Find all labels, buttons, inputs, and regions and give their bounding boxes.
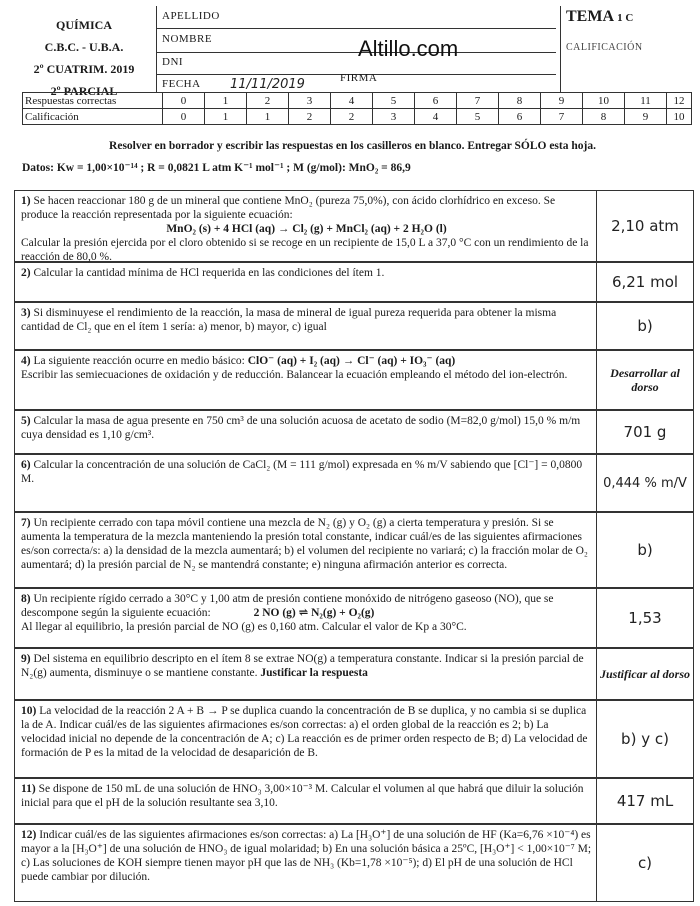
calificacion-label: CALIFICACIÓN [566,42,643,53]
fecha-value: 11/11/2019 [230,77,305,92]
question-12: 12) Indicar cuál/es de las siguientes afirmaciones es/son correctas: a) La [H₃O⁺] de una solución de HF (Ka=6,76 ×10⁻⁴) es mayor a la [H₃O⁺] de una solución de HNO₃ de igual molaridad; b) En una solución básica a 25ºC, [H₃O⁺] < 1,00×10⁻⁷ M; c) Las soluciones de KOH siempre tienen mayor pH que las de NH₃ (Kb=1,78 ×10⁻⁵); d) El pH de una solución de HCl puede cambiar por dilución. [14,824,596,902]
instructions: Resolver en borrador y escribir las respuestas en los casilleros en blanco. Entregar SÓLO esta hoja. [109,140,596,152]
answer-box-7[interactable]: b) [596,512,694,588]
institution: C.B.C. - U.B.A. [44,40,124,54]
grades-table [22,92,692,125]
question-6: 6) Calcular la concentración de una solución de CaCl₂ (M = 111 g/mol) expresada en % m/V sabiendo que [Cl⁻] = 0,0800 M. [14,454,596,512]
question-10: 10) La velocidad de la reacción 2 A + B → P se duplica cuando la concentración de B se duplica, y no cambia si se duplica la de A. Indicar cuál/es de las siguientes afirmaciones es/son correctas: a) el orden global de la reacción es 2; b) La velocidad inicial no depende de la concentración de A; c) La reacción es de primer orden respecto de B; d) La velocidad de formación de P es la mitad de la velocidad de desaparición de B. [14,700,596,778]
fecha-label: FECHA [162,78,201,90]
question-11: 11) Se dispone de 150 mL de una solución de HNO₃ 3,00×10⁻³ M. Calcular el volumen al que habrá que diluir la solución inicial para que el pH de la solución resultante sea 3,10. [14,778,596,824]
answer-box-10[interactable]: b) y c) [596,700,694,778]
dni-label: DNI [162,56,184,68]
answer-box-5[interactable]: 701 g [596,410,694,454]
answer-box-1[interactable]: 2,10 atm [596,190,694,262]
question-3: 3) Si disminuyese el rendimiento de la reacción, la masa de mineral de igual pureza requerida para obtener la misma cantidad de Cl₂ que en el ítem 1 sería: a) menor, b) mayor, c) igual [14,302,596,350]
answer-box-2[interactable]: 6,21 mol [596,262,694,302]
question-8: 8) Un recipiente rígido cerrado a 30°C y 1,00 atm de presión contiene monóxido de nitrógeno gaseoso (NO), que se descompone según la siguiente ecuación: 2 NO (g) ⇌ N₂(g) + O₂(g) Al llegar al equilibrio, la presión parcial de NO (g) es 0,160 atm. Calcular el valor de Kp a 30°C. [14,588,596,648]
apellido-label: APELLIDO [162,10,220,22]
question-1: 1) Se hacen reaccionar 180 g de un mineral que contiene MnO₂ (pureza 75,0%), con ácido clorhídrico en exceso. Se produce la reacción representada por la siguiente ecuación: MnO₂ (s) + 4 HCl (aq) → Cl₂ (g) + MnCl₂ (aq) + 2 H₂O (l) Calcular la presión ejercida por el cloro obtenido si se recoge en un recipiente de 15,0 L a 37,0 °C con un rendimiento de la reacción de 80,0 %. [14,190,596,262]
question-5: 5) Calcular la masa de agua presente en 750 cm³ de una solución acuosa de acetato de sodio (M=82,0 g/mol) 15,0 % m/m cuya densidad es 1,10 g/cm³. [14,410,596,454]
answer-box-9[interactable]: Justificar al dorso [596,648,694,700]
term: 2º CUATRIM. 2019 [33,62,135,76]
grades-row-score: Calificación 0 1 1 2 2 3 4 5 6 7 8 9 10 [23,109,692,125]
grades-row-label: Calificación [23,109,163,125]
answer-box-8[interactable]: 1,53 [596,588,694,648]
exam-name: 2º PARCIAL [50,84,118,98]
firma-label: FIRMA [340,72,378,84]
question-9: 9) Del sistema en equilibrio descripto en el ítem 8 se extrae NO(g) a temperatura constante. Indicar si la presión parcial de N₂(g) aumenta, disminuye o se mantiene constante. Justificar la respuesta [14,648,596,700]
question-7: 7) Un recipiente cerrado con tapa móvil contiene una mezcla de N₂ (g) y O₂ (g) a cierta temperatura y presión. Si se aumenta la temperatura de la mezcla manteniendo la presión total constante, indicar cuál/es de las siguientes afirmaciones es/son correcta/s: a) la densidad de la mezcla aumentará; b) el volumen del recipiente no variará; c) la fracción molar de O₂ aumentará; d) la presión parcial de N₂ se mantendrá constante; e) ninguna afirmación anterior es correcta. [14,512,596,588]
header-left [14,14,154,102]
question-2: 2) Calcular la cantidad mínima de HCl requerida en las condiciones del ítem 1. [14,262,596,302]
grades-row-label: Respuestas correctas [23,93,163,109]
grades-row-correct: Respuestas correctas 0 1 2 3 4 5 6 7 8 9 10 11 12 [23,93,692,109]
datos: Datos: Kw = 1,00×10⁻¹⁴ ; R = 0,0821 L atm K⁻¹ mol⁻¹ ; M (g/mol): MnO₂ = 86,9 [22,162,411,174]
answer-box-12[interactable]: c) [596,824,694,902]
answer-box-6[interactable]: 0,444 % m/V [596,454,694,512]
answer-box-11[interactable]: 417 mL [596,778,694,824]
question-4: 4) La siguiente reacción ocurre en medio básico: ClO⁻ (aq) + I₂ (aq) → Cl⁻ (aq) + IO₃⁻ (aq) Escribir las semiecuaciones de oxidación y de reducción. Balancear la ecuación empleando el método del ion-electrón. [14,350,596,410]
nombre-label: NOMBRE [162,33,213,45]
watermark: Altillo.com [358,36,459,61]
subject: QUÍMICA [56,18,112,32]
answer-box-3[interactable]: b) [596,302,694,350]
answer-box-4[interactable]: Desarrollar al dorso [596,350,694,410]
tema-label: TEMA 1 C [566,8,634,25]
